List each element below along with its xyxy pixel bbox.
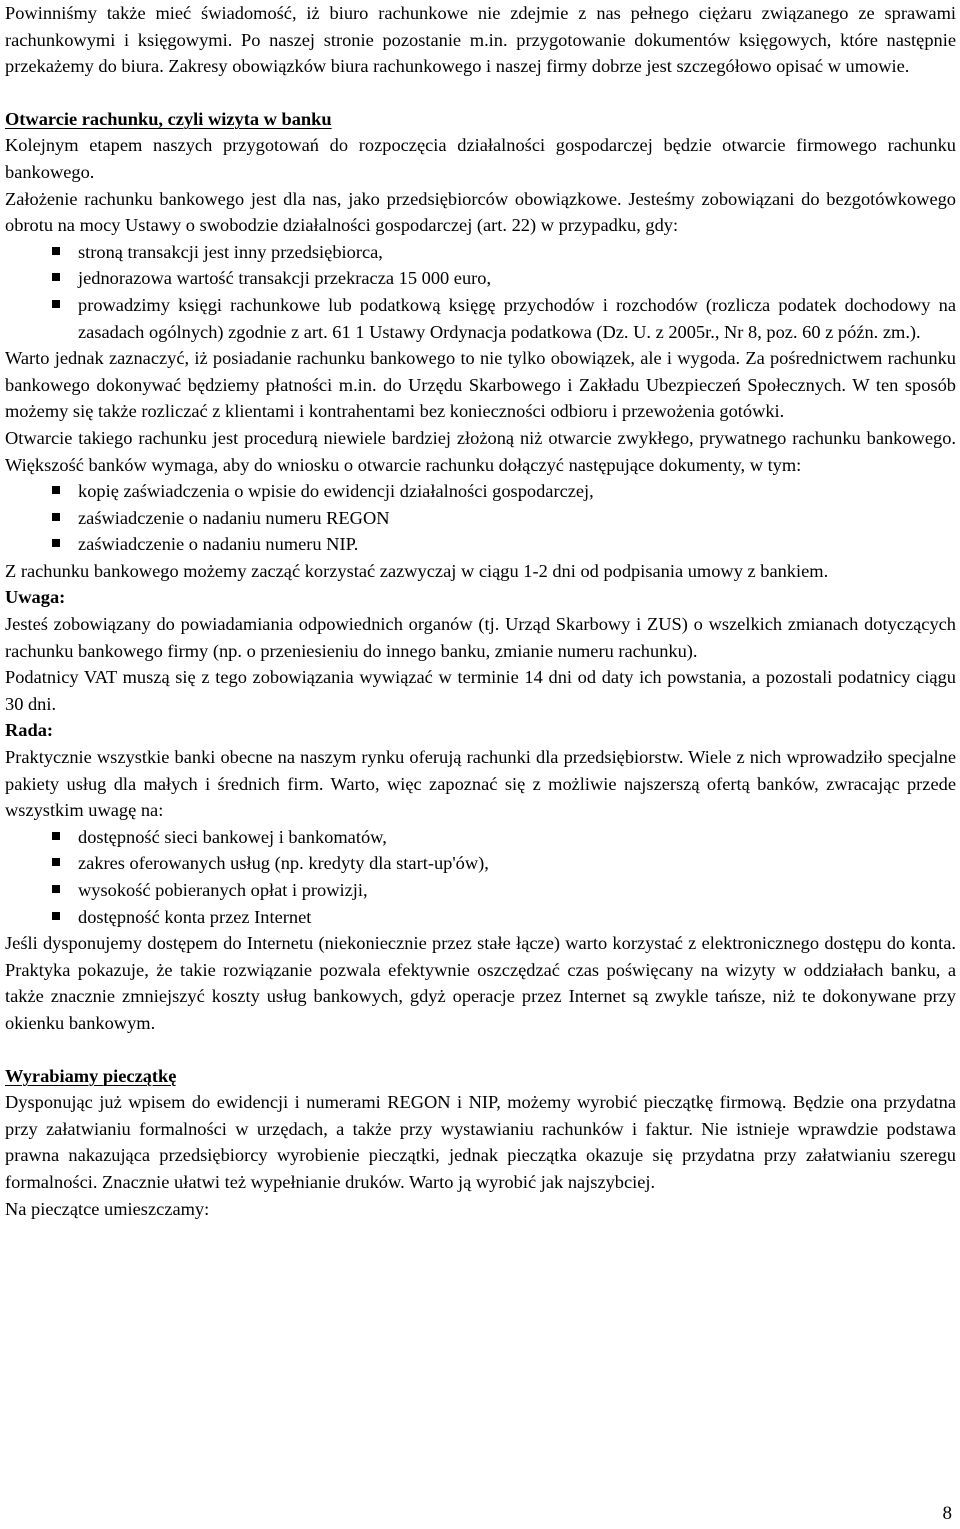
square-bullet-icon [52,273,60,281]
list-item [5,265,956,292]
list-item-text: jednorazowa wartość transakcji przekracza 15 000 euro, [78,268,492,289]
bank-paragraph-2: Założenie rachunku bankowego jest dla nas, jako przedsiębiorców obowiązkowe. Jesteśmy zobowiązani do bezgotówkowego obrotu na mocy Ustawy o swobodzie działalności gospodarczej (art. 22) w przypadku, gdy: [5,188,956,236]
list-item-text: zaświadczenie o nadaniu numeru NIP. [78,534,359,555]
bank-paragraph-4: Otwarcie takiego rachunku jest procedurą niewiele bardziej złożoną niż otwarcie zwykłego, prywatnego rachunku bankowego. Większość banków wymaga, aby do wniosku o otwarcie rachunku dołączyć następujące dokumenty, w tym: [5,427,956,475]
list-item-text: prowadzimy księgi rachunkowe lub podatkową księgę przychodów i rozchodów (rozlicza podatek dochodowy na zasadach ogólnych) zgodnie z art. 61 1 Ustawy Ordynacja podatkowa (Dz. U. z 2005r., Nr 8, poz. 60 z późn. zm.). [78,294,956,342]
list-item [5,877,956,904]
spacer [5,80,956,106]
list-item-text: zaświadczenie o nadaniu numeru REGON [78,507,390,528]
list-item-text: wysokość pobieranych opłat i prowizji, [78,880,368,900]
square-bullet-icon [52,300,60,308]
list-item [5,292,956,345]
uwaga-paragraph-2: Podatnicy VAT muszą się z tego zobowiązania wywiązać w terminie 14 dni od daty ich powstania, a pozostali podatnicy ciągu 30 dni. [5,667,956,714]
section-heading-stamp: Wyrabiamy pieczątkę [5,1065,177,1086]
square-bullet-icon [52,539,60,547]
list-item [5,239,956,266]
intro-paragraph: Powinniśmy także mieć świadomość, iż biuro rachunkowe nie zdejmie z nas pełnego ciężaru związanego ze sprawami rachunkowymi i księgowymi. Po naszej stronie pozostanie m.in. przygotowanie dokumentów księgowych, które następnie przekażemy do biura. Zakresy obowiązków biura rachunkowego i naszej firmy dobrze jest szczegółowo opisać w umowie. [5,3,956,77]
list-item [5,850,956,877]
bank-paragraph-5: Z rachunku bankowego możemy zacząć korzystać zazwyczaj w ciągu 1-2 dni od podpisania umowy z bankiem. [5,560,829,581]
list-item [5,505,956,532]
square-bullet-icon [52,486,60,494]
list-item [5,478,956,505]
list-item-text: kopię zaświadczenia o wpisie do ewidencji działalności gospodarczej, [78,481,594,502]
bank-paragraph-1: Kolejnym etapem naszych przygotowań do rozpoczęcia działalności gospodarczej będzie otwarcie firmowego rachunku bankowego. [5,135,956,182]
uwaga-label: Uwaga: [5,587,66,608]
conditions-list [5,239,956,345]
document-page [5,0,956,1222]
square-bullet-icon [52,885,60,893]
bank-paragraph-3: Warto jednak zaznaczyć, iż posiadanie rachunku bankowego to nie tylko obowiązek, ale i wygoda. Za pośrednictwem rachunku bankowego dokonywać będziemy płatności m.in. do Urzędu Skarbowego i Zakładu Ubezpieczeń Społecznych. W ten sposób możemy się także rozliczać z klientami i kontrahentami bez konieczności odbioru i przewożenia gotówki. [5,348,956,422]
square-bullet-icon [52,858,60,866]
list-item [5,824,956,851]
square-bullet-icon [52,513,60,521]
list-item [5,531,956,558]
rada-paragraph-1: Praktycznie wszystkie banki obecne na naszym rynku oferują rachunki dla przedsiębiorstw. Wiele z nich wprowadziło specjalne pakiety usług dla małych i średnich firm. Warto, więc zapoznać się z możliwie najszerszą ofertą banków, zwracając przede wszystkim uwagę na: [5,747,956,821]
list-item-text: stroną transakcji jest inny przedsiębiorca, [78,241,383,262]
stamp-paragraph-2: Na pieczątce umieszczamy: [5,1198,210,1219]
documents-list [5,478,956,558]
criteria-list [5,824,956,930]
page-number: 8 [942,1503,952,1524]
list-item-text: dostępność konta przez Internet [78,906,312,927]
list-item [5,904,956,931]
square-bullet-icon [52,912,60,920]
bank-paragraph-6: Jeśli dysponujemy dostępem do Internetu (niekoniecznie przez stałe łącze) warto korzystać z elektronicznego dostępu do konta. Praktyka pokazuje, że takie rozwiązanie pozwala efektywnie oszczędzać czas poświęcany na wizyty w oddziałach banku, a także znacznie zmniejszyć koszty usług bankowych, gdyż operacje przez Internet są zwykle tańsze, niż te dokonywane przy okienku bankowym. [5,933,956,1033]
uwaga-paragraph-1: Jesteś zobowiązany do powiadamiania odpowiednich organów (tj. Urząd Skarbowy i ZUS) o wszelkich zmianach dotyczących rachunku bankowego firmy (np. o przeniesieniu do innego banku, zmianie numeru rachunku). [5,614,956,661]
spacer [5,1037,956,1063]
section-heading-bank: Otwarcie rachunku, czyli wizyta w banku [5,108,332,129]
rada-label: Rada: [5,720,54,741]
stamp-paragraph-1: Dysponując już wpisem do ewidencji i numerami REGON i NIP, możemy wyrobić pieczątkę firmową. Będzie ona przydatna przy załatwianiu formalności w urzędach, a także przy wystawianiu rachunków i faktur. Nie istnieje wprawdzie podstawa prawna nakazująca przedsiębiorcy wyrobienie pieczątki, jednak pieczątka okazuje się przydatna przy załatwianiu szeregu formalności. Znacznie ułatwi też wypełnianie druków. Warto ją wyrobić jak najszybciej. [5,1092,956,1192]
square-bullet-icon [52,247,60,255]
square-bullet-icon [52,832,60,840]
list-item-text: dostępność sieci bankowej i bankomatów, [78,826,387,847]
list-item-text: zakres oferowanych usług (np. kredyty dla start-up'ów), [78,853,489,874]
